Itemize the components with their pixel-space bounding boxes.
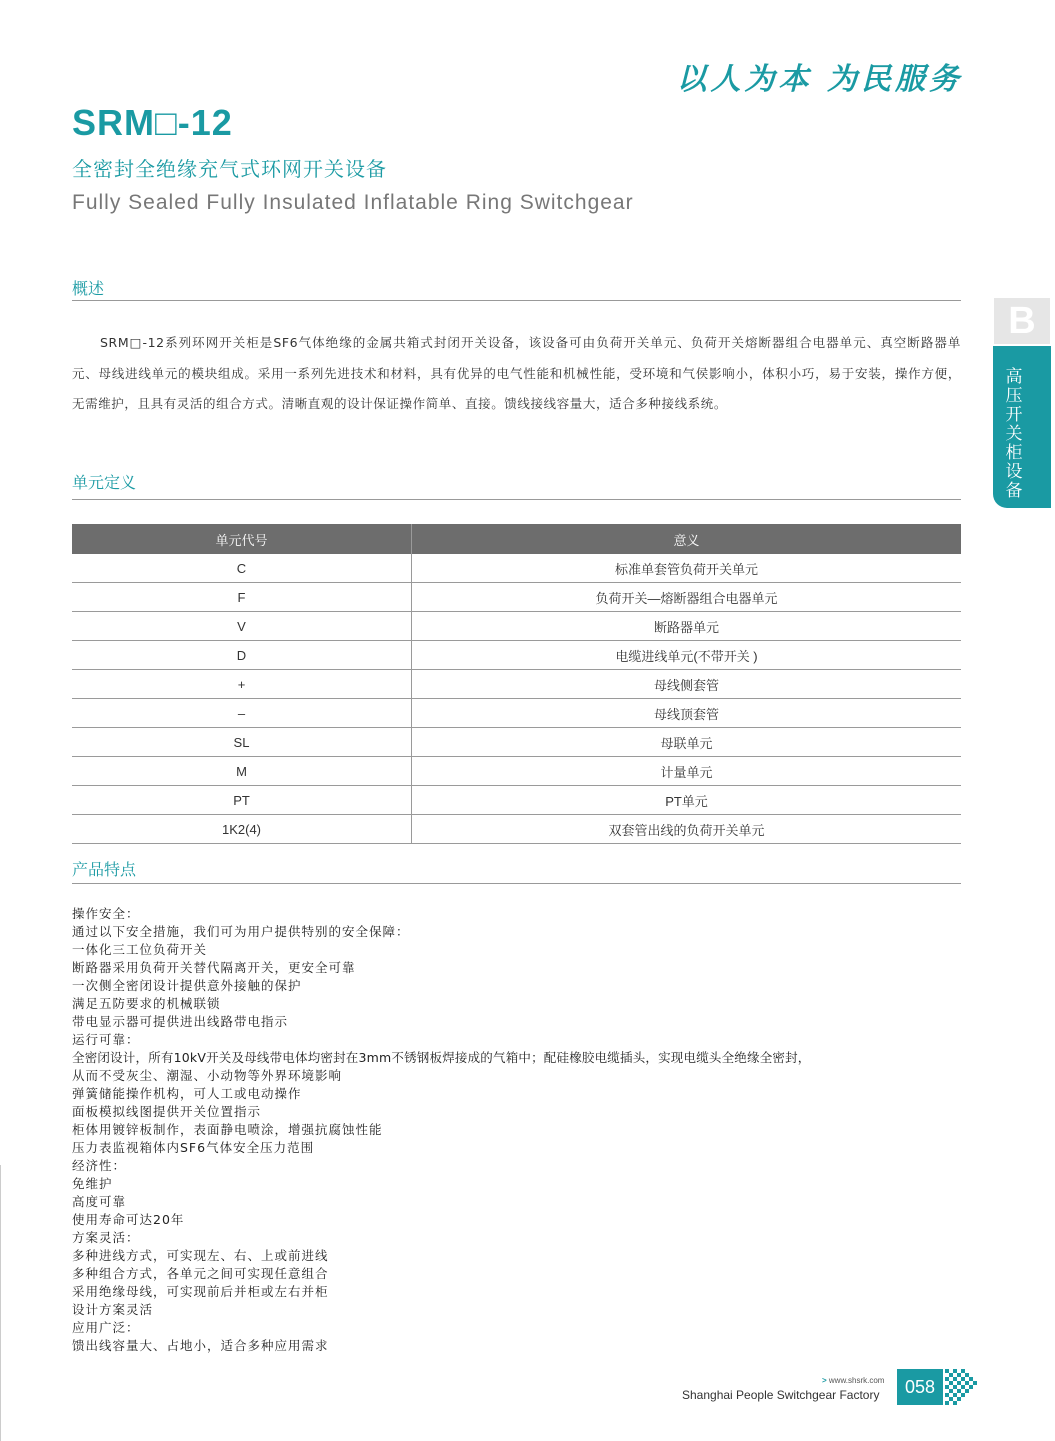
unit-code: D — [72, 641, 412, 670]
footer-company: Shanghai People Switchgear Factory — [682, 1388, 880, 1402]
unit-meaning: 母联单元 — [412, 728, 962, 757]
features-heading: 产品特点 — [72, 860, 137, 879]
page-number: 058 — [897, 1369, 943, 1405]
units-heading: 单元定义 — [72, 473, 137, 492]
feature-line: 从而不受灰尘、潮湿、小动物等外界环境影响 — [72, 1068, 343, 1083]
overview-text: SRM□-12系列环网开关柜是SF6气体绝缘的金属共箱式封闭开关设备，该设备可由负荷开关单元、负荷开关熔断器组合电器单元、真空断路器单元、母线进线单元的模块组成。采用一系列先进技术和材料，具有优异的电气性能和机械性能，受环境和气侯影响小，体积小巧，易于安装，操作方便，无需维护，且具有灵活的组合方式。清晰直观的设计保证操作简单、直接。馈线接线容量大，适合多种接线系统。 — [72, 335, 961, 411]
feature-line: 一次侧全密闭设计提供意外接触的保护 — [72, 978, 302, 993]
feature-line: 经济性： — [72, 1158, 127, 1173]
feature-line: 满足五防要求的机械联锁 — [72, 996, 221, 1011]
margin-line — [0, 1165, 1, 1441]
unit-code: – — [72, 699, 412, 728]
unit-meaning: 计量单元 — [412, 757, 962, 786]
feature-line: 方案灵活： — [72, 1230, 140, 1245]
table-row — [72, 612, 961, 641]
unit-code: + — [72, 670, 412, 699]
feature-line: 多种进线方式，可实现左、右、上或前进线 — [72, 1248, 329, 1263]
unit-code: SL — [72, 728, 412, 757]
table-row — [72, 815, 961, 844]
table-row — [72, 641, 961, 670]
unit-code: PT — [72, 786, 412, 815]
footer-url[interactable] — [822, 1376, 884, 1385]
model-title: SRM□-12 — [72, 102, 233, 143]
unit-meaning: PT单元 — [412, 786, 962, 815]
side-tab-letter: B — [994, 298, 1050, 344]
column-header-code: 单元代号 — [72, 524, 412, 554]
unit-meaning: 母线侧套管 — [412, 670, 962, 699]
feature-line: 通过以下安全措施，我们可为用户提供特别的安全保障： — [72, 924, 410, 939]
unit-code: F — [72, 583, 412, 612]
feature-line: 压力表监视箱体内SF6气体安全压力范围 — [72, 1140, 315, 1155]
feature-line: 运行可靠： — [72, 1032, 140, 1047]
unit-code: 1K2(4) — [72, 815, 412, 844]
unit-meaning: 母线顶套管 — [412, 699, 962, 728]
overview-divider — [72, 300, 961, 301]
unit-meaning: 负荷开关—熔断器组合电器单元 — [412, 583, 962, 612]
feature-line: 带电显示器可提供进出线路带电指示 — [72, 1014, 289, 1029]
features-list — [72, 905, 811, 1355]
unit-code: V — [72, 612, 412, 641]
table-row — [72, 728, 961, 757]
unit-code: M — [72, 757, 412, 786]
unit-meaning: 断路器单元 — [412, 612, 962, 641]
feature-line: 一体化三工位负荷开关 — [72, 942, 208, 957]
feature-line: 多种组合方式，各单元之间可实现任意组合 — [72, 1266, 329, 1281]
feature-line: 柜体用镀锌板制作，表面静电喷涂，增强抗腐蚀性能 — [72, 1122, 383, 1137]
title-english: Fully Sealed Fully Insulated Inflatable Ring Switchgear — [72, 191, 634, 214]
units-divider — [72, 499, 961, 500]
table-row — [72, 554, 961, 583]
side-tab-label: 高压开关柜设备 — [1005, 367, 1023, 501]
table-header-row — [72, 524, 961, 554]
unit-definition-table — [72, 524, 961, 844]
feature-line: 应用广泛： — [72, 1320, 140, 1335]
unit-meaning: 电缆进线单元(不带开关 ) — [412, 641, 962, 670]
unit-meaning: 双套管出线的负荷开关单元 — [412, 815, 962, 844]
feature-line: 设计方案灵活 — [72, 1302, 154, 1317]
feature-line: 使用寿命可达20年 — [72, 1212, 185, 1227]
table-row — [72, 699, 961, 728]
table-row — [72, 757, 961, 786]
feature-line: 高度可靠 — [72, 1194, 127, 1209]
table-row — [72, 786, 961, 815]
table-row — [72, 670, 961, 699]
feature-line: 全密闭设计，所有10kV开关及母线带电体均密封在3mm不锈钢板焊接成的气箱中；配硅橡胶电缆插头，实现电缆头全绝缘全密封， — [72, 1050, 811, 1065]
footer-url-text: www.shsrk.com — [828, 1376, 885, 1385]
column-header-meaning: 意义 — [412, 524, 962, 554]
feature-line: 操作安全： — [72, 906, 140, 921]
feature-line: 断路器采用负荷开关替代隔离开关，更安全可靠 — [72, 960, 356, 975]
feature-line: 面板模拟线图提供开关位置指示 — [72, 1104, 262, 1119]
checker-pattern-icon — [945, 1369, 977, 1405]
title-chinese: 全密封全绝缘充气式环网开关设备 — [72, 157, 387, 181]
unit-meaning: 标准单套管负荷开关单元 — [412, 554, 962, 583]
arrow-icon: > — [822, 1376, 827, 1385]
slogan: 以人为本 为民服务 — [676, 62, 963, 97]
table-row — [72, 583, 961, 612]
features-divider — [72, 883, 961, 884]
feature-line: 采用绝缘母线，可实现前后并柜或左右并柜 — [72, 1284, 329, 1299]
unit-code: C — [72, 554, 412, 583]
feature-line: 馈出线容量大、占地小，适合多种应用需求 — [72, 1338, 329, 1353]
feature-line: 免维护 — [72, 1176, 113, 1191]
feature-line: 弹簧储能操作机构，可人工或电动操作 — [72, 1086, 302, 1101]
overview-heading: 概述 — [72, 279, 105, 298]
